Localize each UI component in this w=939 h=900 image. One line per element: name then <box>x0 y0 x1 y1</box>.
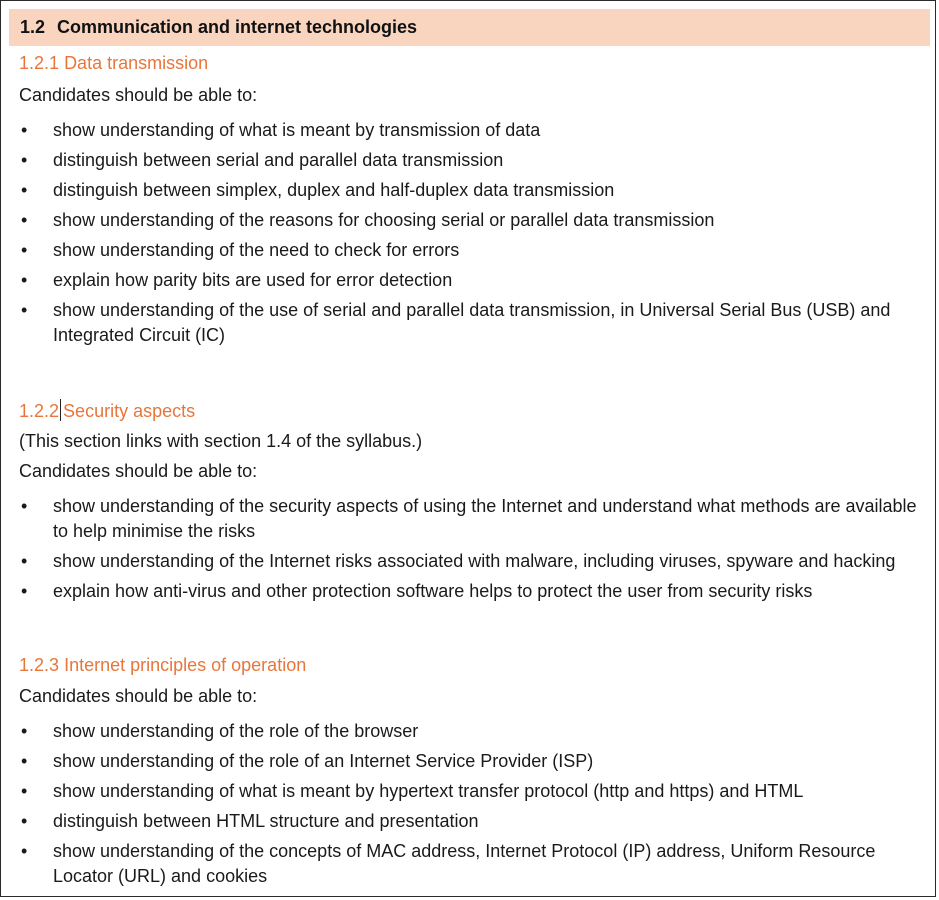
list-item: • show understanding of what is meant by transmission of data <box>19 118 924 143</box>
bullet-icon: • <box>21 150 28 170</box>
bullet-icon: • <box>21 210 28 230</box>
list-item: • show understanding of the security aspects of using the Internet and understand what methods are available to help minimise the risks <box>21 496 917 541</box>
list-item: • show understanding of the reasons for choosing serial or parallel data transmission <box>19 208 924 233</box>
bullet-icon: • <box>21 581 28 601</box>
bullet-icon: • <box>21 496 28 516</box>
list-item: • explain how parity bits are used for error detection <box>19 268 924 293</box>
text-cursor <box>60 399 61 421</box>
cross-reference-note: (This section links with section 1.4 of the syllabus.) <box>19 431 423 451</box>
list-item: • show understanding of the concepts of MAC address, Internet Protocol (IP) address, Uniform Resource Locator (URL) and cookies <box>21 841 876 886</box>
list-item: • distinguish between HTML structure and presentation <box>19 809 924 834</box>
bullet-list-data-transmission <box>19 118 924 353</box>
bullet-icon: • <box>21 270 28 290</box>
section-number: 1.2 <box>20 17 46 37</box>
bullet-icon: • <box>21 240 28 260</box>
bullet-icon: • <box>21 841 28 861</box>
subsection-heading-security-aspects <box>19 399 195 422</box>
bullet-list-internet-principles <box>19 719 924 894</box>
bullet-icon: • <box>21 180 28 200</box>
subsection-title: Security aspects <box>63 401 196 421</box>
subsection-number: 1.2.1 <box>19 53 60 73</box>
subsection-heading-internet-principles <box>19 655 306 676</box>
list-item: • show understanding of the need to check for errors <box>19 238 924 263</box>
subsection-title: Data transmission <box>64 53 209 73</box>
bullet-icon: • <box>21 811 28 831</box>
list-item: • show understanding of the role of the browser <box>19 719 924 744</box>
subsection-number: 1.2.3 <box>19 655 60 675</box>
bullet-icon: • <box>21 781 28 801</box>
bullet-icon: • <box>21 551 28 571</box>
intro-text: Candidates should be able to: <box>19 461 258 481</box>
subsection-number: 1.2.2 <box>19 401 60 421</box>
intro-text: Candidates should be able to: <box>19 686 258 706</box>
list-item: • show understanding of what is meant by hypertext transfer protocol (http and https) and HTML <box>19 779 924 804</box>
list-item: • explain how anti-virus and other protection software helps to protect the user from security risks <box>19 579 924 604</box>
list-item: • show understanding of the use of serial and parallel data transmission, in Universal Serial Bus (USB) and Integrated Circuit (IC) <box>21 300 891 345</box>
bullet-icon: • <box>21 751 28 771</box>
bullet-icon: • <box>21 300 28 320</box>
bullet-icon: • <box>21 120 28 140</box>
subsection-title: Internet principles of operation <box>64 655 307 675</box>
section-title: Communication and internet technologies <box>57 17 418 37</box>
section-header <box>9 9 930 46</box>
list-item: • distinguish between serial and parallel data transmission <box>19 148 924 173</box>
list-item: • show understanding of the Internet risks associated with malware, including viruses, spyware and hacking <box>19 549 924 574</box>
subsection-heading-data-transmission <box>19 53 208 74</box>
list-item: • show understanding of the role of an Internet Service Provider (ISP) <box>19 749 924 774</box>
list-item: • distinguish between simplex, duplex and half-duplex data transmission <box>19 178 924 203</box>
bullet-icon: • <box>21 721 28 741</box>
bullet-list-security-aspects <box>19 494 924 609</box>
intro-text: Candidates should be able to: <box>19 85 258 105</box>
